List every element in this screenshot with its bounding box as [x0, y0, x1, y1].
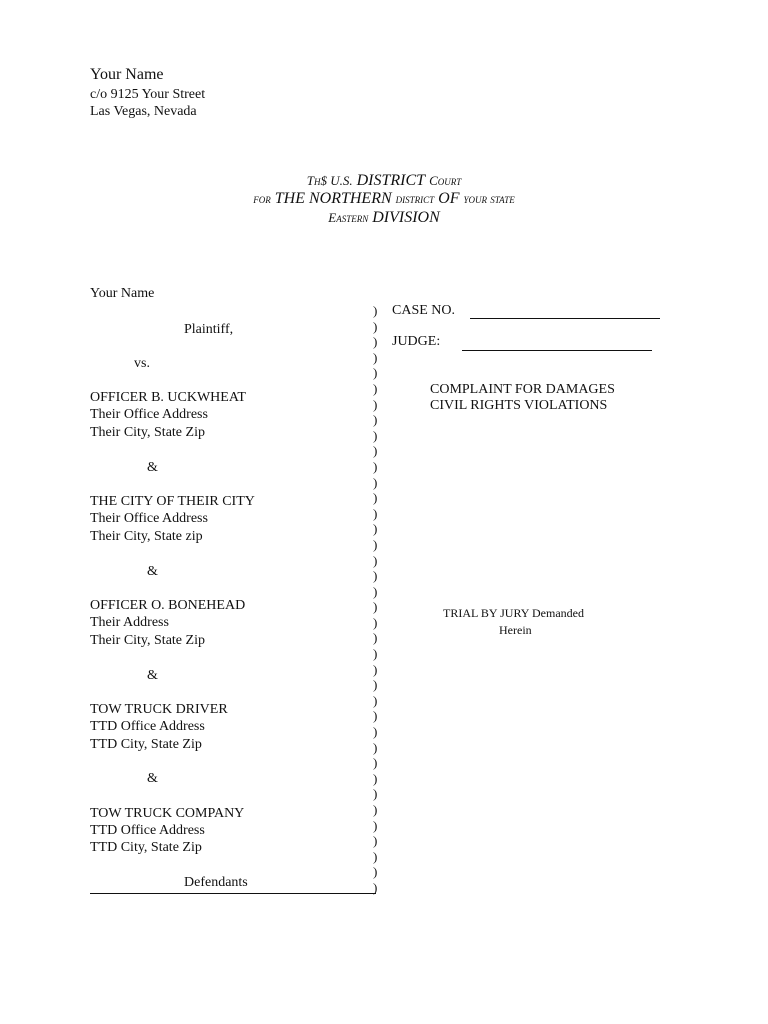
- caption-paren: ): [373, 724, 378, 740]
- caption-paren: ): [373, 848, 378, 864]
- defendant-5-name: TOW TRUCK COMPANY: [90, 806, 245, 821]
- caption-paren: ): [373, 303, 378, 318]
- caption-paren: ): [373, 864, 378, 880]
- defendant-2-name: THE CITY OF THEIR CITY: [90, 494, 255, 509]
- court-line2-main: THE NORTHERN: [274, 190, 392, 207]
- defendant-3-address: Their Address: [90, 615, 169, 630]
- caption-paren: ): [373, 739, 378, 755]
- complaint-title-line1: COMPLAINT FOR DAMAGES: [430, 382, 615, 397]
- caption-paren: ): [373, 630, 378, 646]
- caption-paren: ): [373, 365, 378, 381]
- caption-paren: ): [373, 490, 378, 506]
- caption-paren: ): [373, 770, 378, 786]
- defendant-3-name: OFFICER O. BONEHEAD: [90, 598, 246, 613]
- court-heading-line1: [0, 172, 768, 190]
- judge-label: JUDGE:: [392, 334, 441, 349]
- court-line2-prefix: for: [253, 191, 271, 206]
- jury-demand-line2: Herein: [499, 623, 532, 637]
- caption-paren: ): [373, 661, 378, 677]
- caption-paren: ): [373, 755, 378, 771]
- caption-paren: ): [373, 599, 378, 615]
- defendant-4-city: TTD City, State Zip: [90, 737, 202, 752]
- caption-paren: ): [373, 521, 378, 537]
- defendant-5-address: TTD Office Address: [90, 823, 205, 838]
- caption-paren: ): [373, 412, 378, 428]
- caption-paren: ): [373, 349, 378, 365]
- caption-paren: ): [373, 568, 378, 584]
- court-heading-line3: [0, 209, 768, 227]
- caption-paren: ): [373, 833, 378, 849]
- defendant-5-city: TTD City, State Zip: [90, 840, 202, 855]
- caption-paren: ): [373, 427, 378, 443]
- caption-paren: ): [373, 552, 378, 568]
- ampersand-2: &: [147, 564, 158, 579]
- ampersand-4: &: [147, 771, 158, 786]
- defendant-3-city: Their City, State Zip: [90, 633, 205, 648]
- caption-paren: ): [373, 443, 378, 459]
- court-line1-main: DISTRICT: [356, 172, 426, 189]
- case-number-blank: [470, 318, 660, 319]
- caption-paren: ): [373, 583, 378, 599]
- caption-paren: ): [373, 614, 378, 630]
- defendant-2-address: Their Office Address: [90, 511, 208, 526]
- court-line2-of: OF: [438, 190, 460, 207]
- caption-paren: ): [373, 396, 378, 412]
- caption-paren: ): [373, 692, 378, 708]
- sender-city: Las Vegas, Nevada: [90, 104, 197, 119]
- caption-paren: ): [373, 646, 378, 662]
- court-line3-main: DIVISION: [372, 209, 440, 226]
- case-number-label: CASE NO.: [392, 303, 456, 318]
- sender-street: c/o 9125 Your Street: [90, 87, 206, 102]
- defendant-2-city: Their City, State zip: [90, 529, 203, 544]
- jury-demand-line1: TRIAL BY JURY Demanded: [443, 606, 584, 620]
- caption-paren-column: [373, 303, 383, 896]
- defendant-1-name: OFFICER B. UCKWHEAT: [90, 390, 246, 405]
- caption-paren: ): [373, 474, 378, 490]
- caption-paren: ): [373, 458, 378, 474]
- caption-paren: ): [373, 708, 378, 724]
- versus-label: vs.: [134, 356, 150, 371]
- defendant-4-address: TTD Office Address: [90, 719, 205, 734]
- court-line3-prefix: Eastern: [328, 210, 369, 225]
- caption-paren: ): [373, 802, 378, 817]
- court-line1-prefix: Th$ U.S.: [306, 173, 353, 188]
- caption-paren: ): [373, 677, 378, 693]
- ampersand-1: &: [147, 460, 158, 475]
- plaintiff-label: Plaintiff,: [184, 322, 234, 337]
- caption-bottom-rule: [90, 893, 376, 894]
- sender-name: Your Name: [90, 66, 164, 83]
- court-line2-suffix: your state: [463, 191, 515, 206]
- caption-paren: ): [373, 318, 378, 334]
- plaintiff-name: Your Name: [90, 286, 155, 301]
- judge-blank: [462, 350, 652, 351]
- caption-paren: ): [373, 879, 378, 895]
- court-heading-line2: [0, 190, 768, 208]
- caption-paren: ): [373, 536, 378, 552]
- caption-paren: ): [373, 817, 378, 833]
- defendant-1-address: Their Office Address: [90, 407, 208, 422]
- caption-paren: ): [373, 786, 378, 802]
- ampersand-3: &: [147, 668, 158, 683]
- caption-paren: ): [373, 380, 378, 396]
- defendant-4-name: TOW TRUCK DRIVER: [90, 702, 228, 717]
- caption-paren: ): [373, 334, 378, 350]
- defendants-label: Defendants: [184, 875, 248, 890]
- caption-paren: ): [373, 505, 378, 521]
- court-line2-mid: district: [395, 191, 435, 206]
- court-line1-suffix: Court: [429, 173, 462, 188]
- complaint-title-line2: CIVIL RIGHTS VIOLATIONS: [430, 398, 608, 413]
- defendant-1-city: Their City, State Zip: [90, 425, 205, 440]
